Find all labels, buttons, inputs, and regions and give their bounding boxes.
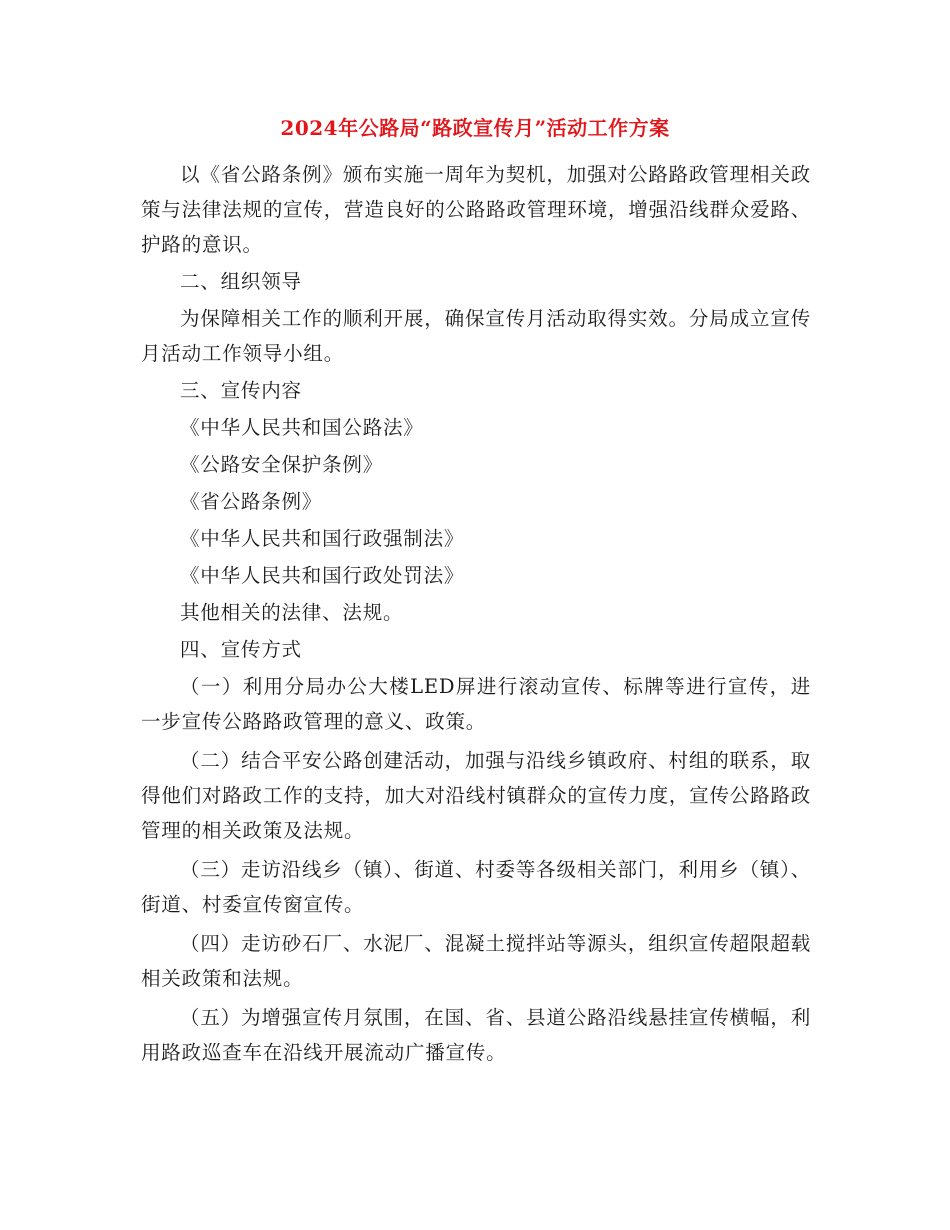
section-heading-methods: 四、宣传方式 bbox=[180, 638, 302, 661]
law-item: 《中华人民共和国行政处罚法》 bbox=[180, 564, 465, 587]
method-item: （五）为增强宣传月氛围，在国、省、县道公路沿线悬挂宣传横幅，利用路政巡查车在沿线开展流动广播宣传。 bbox=[141, 1006, 811, 1064]
method-item: （二）结合平安公路创建活动，加强与沿线乡镇政府、村组的联系，取得他们对路政工作的支持，加大对沿线村镇群众的宣传力度，宣传公路路政管理的相关政策及法规。 bbox=[141, 749, 811, 842]
method-item: （四）走访砂石厂、水泥厂、混凝土搅拌站等源头，组织宣传超限超载相关政策和法规。 bbox=[141, 932, 811, 990]
law-item: 《省公路条例》 bbox=[180, 490, 323, 513]
document-title: 2024年公路局“路政宣传月”活动工作方案 bbox=[280, 116, 670, 140]
document-body bbox=[141, 157, 811, 1074]
section-heading-content: 三、宣传内容 bbox=[180, 379, 302, 402]
intro-paragraph: 以《省公路条例》颁布实施一周年为契机，加强对公路路政管理相关政策与法律法规的宣传，营造良好的公路路政管理环境，增强沿线群众爱路、护路的意识。 bbox=[141, 163, 811, 256]
method-item: （一）利用分局办公大楼LED屏进行滚动宣传、标牌等进行宣传，进一步宣传公路路政管理的意义、政策。 bbox=[141, 675, 811, 733]
section-heading-organization: 二、组织领导 bbox=[180, 270, 302, 293]
law-item: 《公路安全保护条例》 bbox=[180, 453, 384, 476]
law-item: 《中华人民共和国公路法》 bbox=[180, 416, 424, 439]
organization-paragraph: 为保障相关工作的顺利开展，确保宣传月活动取得实效。分局成立宣传月活动工作领导小组。 bbox=[141, 307, 811, 365]
law-item: 其他相关的法律、法规。 bbox=[180, 601, 404, 624]
law-item: 《中华人民共和国行政强制法》 bbox=[180, 527, 465, 550]
method-item: （三）走访沿线乡（镇）、街道、村委等各级相关部门，利用乡（镇）、街道、村委宣传窗宣传。 bbox=[141, 858, 811, 916]
